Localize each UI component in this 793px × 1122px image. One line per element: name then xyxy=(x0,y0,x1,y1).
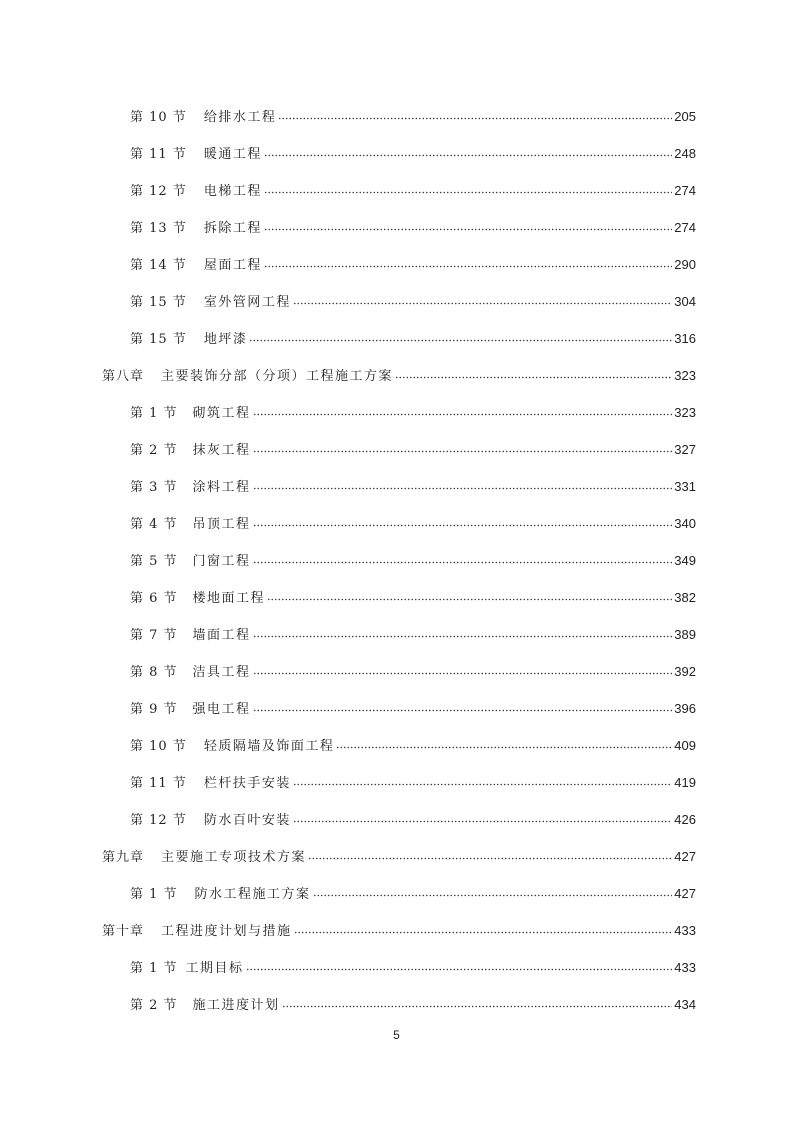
toc-entry-title: 抹灰工程 xyxy=(192,443,251,458)
toc-entry-title: 吊顶工程 xyxy=(192,517,251,532)
toc-entry-title: 电梯工程 xyxy=(203,184,262,199)
toc-entry-page: 248 xyxy=(674,146,696,161)
toc-entry-title: 强电工程 xyxy=(192,702,251,717)
toc-entry[interactable] xyxy=(0,290,793,327)
dot-leader xyxy=(253,625,673,641)
toc-chapter-entry[interactable] xyxy=(0,919,793,956)
dot-leader xyxy=(253,477,673,493)
toc-entry-title: 地坪漆 xyxy=(203,332,248,347)
toc-chapter-number: 第十章 xyxy=(102,924,145,939)
toc-entry-title: 工期目标 xyxy=(185,961,244,976)
toc-entry-number: 第 8 节 xyxy=(130,665,178,680)
toc-entry-number: 第 12 节 xyxy=(130,184,187,199)
dot-leader xyxy=(264,218,672,234)
toc-entry-title: 栏杆扶手安装 xyxy=(203,776,291,791)
toc-entry[interactable] xyxy=(0,882,793,919)
toc-entry[interactable] xyxy=(0,734,793,771)
toc-entry-number: 第 3 节 xyxy=(130,480,178,495)
toc-entry-number: 第 10 节 xyxy=(130,739,187,754)
toc-entry[interactable] xyxy=(0,512,793,549)
toc-entry-title: 拆除工程 xyxy=(203,221,262,236)
toc-entry-title: 室外管网工程 xyxy=(203,295,291,310)
toc-entry-page: 433 xyxy=(674,960,696,975)
toc-entry-page: 316 xyxy=(674,331,696,346)
toc-entry-title: 洁具工程 xyxy=(192,665,251,680)
dot-leader xyxy=(293,292,672,308)
toc-entry[interactable] xyxy=(0,401,793,438)
toc-entry[interactable] xyxy=(0,216,793,253)
toc-entry-title: 给排水工程 xyxy=(203,110,277,125)
dot-leader xyxy=(253,440,673,456)
dot-leader xyxy=(293,773,672,789)
dot-leader xyxy=(336,736,672,752)
toc-entry-title: 轻质隔墙及饰面工程 xyxy=(203,739,335,754)
toc-entry-page: 274 xyxy=(674,183,696,198)
toc-entry-title: 门窗工程 xyxy=(192,554,251,569)
toc-entry-page: 392 xyxy=(674,664,696,679)
toc-entry-number: 第 12 节 xyxy=(130,813,187,828)
toc-entry-number: 第 15 节 xyxy=(130,332,187,347)
toc-entry[interactable] xyxy=(0,771,793,808)
toc-entry-title: 楼地面工程 xyxy=(192,591,266,606)
toc-entry-page: 327 xyxy=(674,442,696,457)
toc-entry-page: 349 xyxy=(674,553,696,568)
dot-leader xyxy=(308,847,672,863)
toc-entry-number: 第 11 节 xyxy=(130,776,187,791)
toc-chapter-page: 433 xyxy=(674,923,696,938)
toc-chapter-page: 323 xyxy=(674,368,696,383)
toc-entry[interactable] xyxy=(0,623,793,660)
toc-entry-title: 涂料工程 xyxy=(192,480,251,495)
toc-entry-number: 第 14 节 xyxy=(130,258,187,273)
toc-entry-number: 第 9 节 xyxy=(130,702,178,717)
toc-entry[interactable] xyxy=(0,105,793,142)
toc-entry-page: 427 xyxy=(674,886,696,901)
dot-leader xyxy=(253,662,673,678)
toc-entry-number: 第 1 节 xyxy=(130,961,178,976)
dot-leader xyxy=(246,958,673,974)
toc-entry-number: 第 1 节 xyxy=(130,406,178,421)
toc-entry-page: 340 xyxy=(674,516,696,531)
dot-leader xyxy=(267,588,672,604)
toc-entry-title: 墙面工程 xyxy=(192,628,251,643)
dot-leader xyxy=(282,995,673,1011)
toc-entry[interactable] xyxy=(0,993,793,1030)
toc-entry-number: 第 10 节 xyxy=(130,110,187,125)
toc-entry-number: 第 7 节 xyxy=(130,628,178,643)
dot-leader xyxy=(264,144,672,160)
toc-chapter-number: 第九章 xyxy=(102,850,145,865)
dot-leader xyxy=(253,514,673,530)
toc-entry-page: 419 xyxy=(674,775,696,790)
table-of-contents xyxy=(0,105,793,1030)
dot-leader xyxy=(253,551,673,567)
toc-entry-page: 205 xyxy=(674,109,696,124)
toc-entry[interactable] xyxy=(0,253,793,290)
toc-entry[interactable] xyxy=(0,475,793,512)
page-number: 5 xyxy=(393,1028,400,1042)
toc-entry-page: 389 xyxy=(674,627,696,642)
dot-leader xyxy=(249,329,672,345)
toc-entry[interactable] xyxy=(0,549,793,586)
toc-entry-page: 323 xyxy=(674,405,696,420)
toc-entry-page: 331 xyxy=(674,479,696,494)
toc-entry-number: 第 2 节 xyxy=(130,443,178,458)
toc-entry[interactable] xyxy=(0,956,793,993)
toc-chapter-title: 主要施工专项技术方案 xyxy=(161,850,307,865)
toc-entry[interactable] xyxy=(0,179,793,216)
toc-entry-number: 第 15 节 xyxy=(130,295,187,310)
dot-leader xyxy=(264,255,672,271)
toc-chapter-entry[interactable] xyxy=(0,845,793,882)
dot-leader xyxy=(253,699,673,715)
toc-entry-title: 施工进度计划 xyxy=(192,998,280,1013)
toc-chapter-entry[interactable] xyxy=(0,364,793,401)
toc-entry-page: 396 xyxy=(674,701,696,716)
toc-entry-number: 第 1 节 xyxy=(130,887,178,902)
toc-chapter-number: 第八章 xyxy=(102,369,145,384)
toc-entry-page: 434 xyxy=(674,997,696,1012)
toc-entry-page: 304 xyxy=(674,294,696,309)
toc-entry-page: 409 xyxy=(674,738,696,753)
dot-leader xyxy=(294,921,673,937)
toc-entry-number: 第 4 节 xyxy=(130,517,178,532)
toc-entry-title: 防水工程施工方案 xyxy=(194,887,311,902)
toc-entry[interactable] xyxy=(0,660,793,697)
toc-chapter-title: 工程进度计划与措施 xyxy=(161,924,292,939)
toc-entry-page: 274 xyxy=(674,220,696,235)
dot-leader xyxy=(253,403,673,419)
dot-leader xyxy=(313,884,673,900)
dot-leader xyxy=(395,366,672,382)
toc-chapter-title: 主要装饰分部（分项）工程施工方案 xyxy=(161,369,394,384)
dot-leader xyxy=(264,181,672,197)
toc-entry[interactable] xyxy=(0,586,793,623)
toc-entry[interactable] xyxy=(0,142,793,179)
toc-entry-title: 屋面工程 xyxy=(203,258,262,273)
toc-entry[interactable] xyxy=(0,808,793,845)
dot-leader xyxy=(293,810,672,826)
toc-entry-number: 第 5 节 xyxy=(130,554,178,569)
toc-entry[interactable] xyxy=(0,327,793,364)
toc-entry-page: 382 xyxy=(674,590,696,605)
toc-entry-number: 第 13 节 xyxy=(130,221,187,236)
dot-leader xyxy=(278,107,672,123)
toc-entry-page: 290 xyxy=(674,257,696,272)
toc-entry-number: 第 11 节 xyxy=(130,147,187,162)
toc-entry-page: 426 xyxy=(674,812,696,827)
toc-entry-title: 砌筑工程 xyxy=(192,406,251,421)
toc-entry-title: 暖通工程 xyxy=(203,147,262,162)
toc-entry-number: 第 2 节 xyxy=(130,998,178,1013)
toc-entry-title: 防水百叶安装 xyxy=(203,813,291,828)
toc-entry[interactable] xyxy=(0,697,793,734)
toc-entry[interactable] xyxy=(0,438,793,475)
toc-entry-number: 第 6 节 xyxy=(130,591,178,606)
toc-chapter-page: 427 xyxy=(674,849,696,864)
